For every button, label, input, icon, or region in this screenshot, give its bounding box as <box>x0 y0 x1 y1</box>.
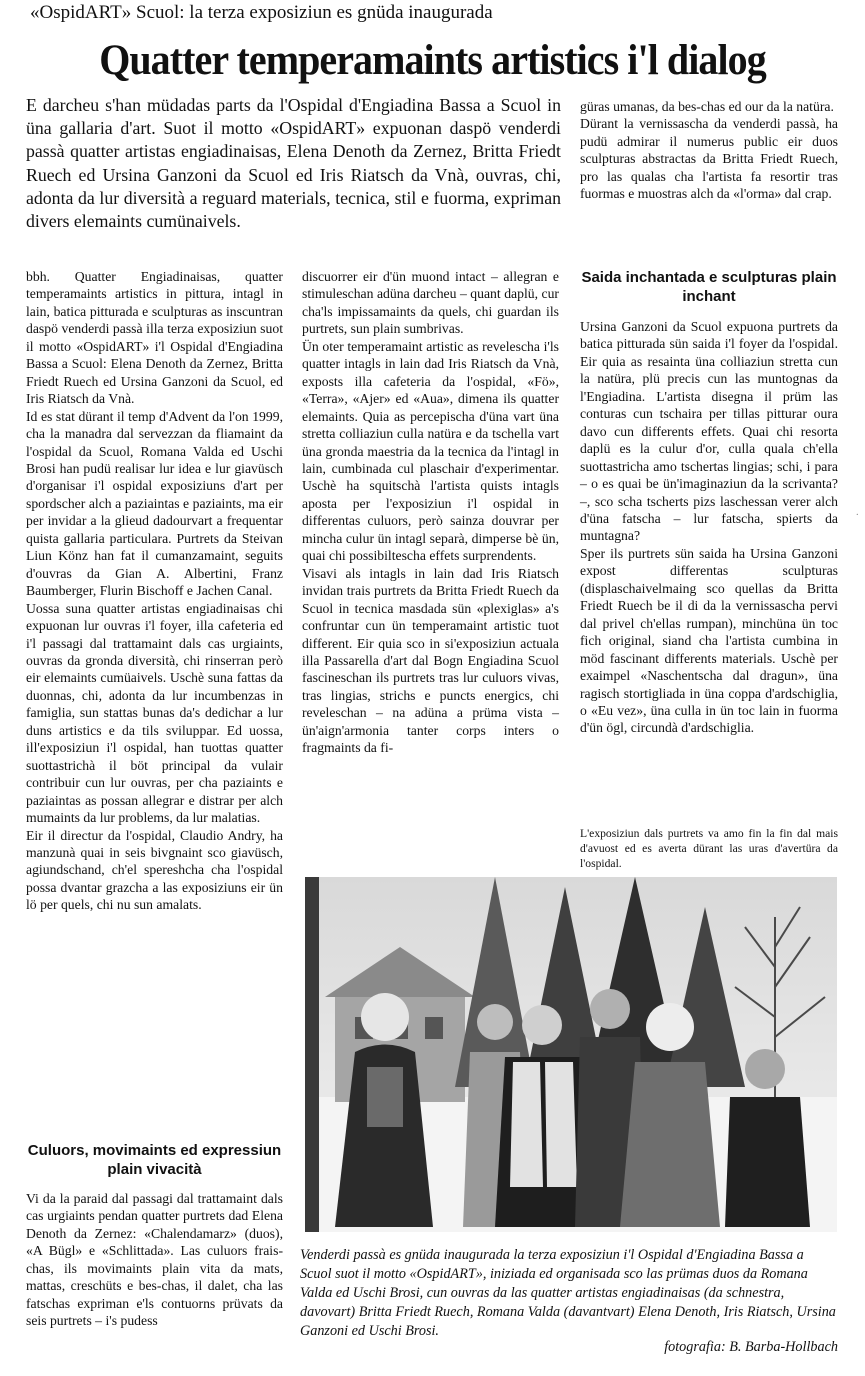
article-lead: E darcheu s'han müdadas parts da l'Ospidal d'Engiadina Bassa a Scuol in üna gallaria d'art. Suot il motto «OspidART» expuonan daspö venderdi passà quatter artistas engiadinaisas, Elena Denoth da Zernez, Britta Friedt Ruech ed Ursina Ganzoni da Scuol ed Iris Riatsch da Vnà, ouvras, chi, adonta da lur diversità a reguard materials, tecnica, stil e fuorma, expriman divers elemaints cumünaivels. <box>26 95 561 232</box>
subhead-left: Culuors, movimaints ed expressiun plain vivacità <box>27 1142 282 1178</box>
margin-mark: · <box>855 510 859 521</box>
column-2 <box>302 268 559 757</box>
group-photo <box>305 877 837 1232</box>
photo-credit: fotografia: B. Barba-Hollbach <box>664 1339 838 1355</box>
column-3-top-paragraph: Dürant la vernissascha da venderdi passà, ha pudü admirar il numerus public eir duos sculpturas abstractas da Britta Friedt Ruech, pro las qualas cha l'artista fa resortir tras fuormas e muostras alch da «l'orma» dal crap. <box>580 116 838 202</box>
column-3 <box>580 318 838 737</box>
column-3-top <box>580 98 838 203</box>
article-headline: Quatter temperamaints artistics i'l dialog <box>99 37 766 84</box>
exhibition-note: L'exposiziun dals purtrets va amo fin la fin dal mais d'avuost ed es averta dürant las uras d'avertüra da l'ospidal. <box>580 827 838 870</box>
column-1-paragraph: Eir il directur da l'ospidal, Claudio Andry, ha manzunà quai in seis bivgnaint sco giavüsch, agiundschand, ch'el spereshcha cha l'ospidal possa dvantar grazcha a las exposiziuns eir ün lö per quels, chi nu sun amalats. <box>26 827 283 913</box>
photo-caption: Venderdi passà es gnüda inaugurada la terza exposiziun i'l Ospidal d'Engiadina Bassa a Scuol suot il motto «OspidART», iniziada ed organisada sco las prümas duos da Romana Valda ed Uschi Brosi, cun ouvras da las quatter artistas engiadinaisas (da schnestra, davovart) Britta Friedt Ruech, Romana Valda (davantvart) Elena Denoth, Iris Riatsch, Ursina Ganzoni ed Uschi Brosi. <box>300 1247 836 1339</box>
column-3-paragraph: Sper ils purtrets sün saida ha Ursina Ganzoni expost differentas sculpturas (displaschaivelmaing sco quellas da Britta Friedt Ruech be il di da la vernissascha pervi dal privel ch'ellas rumpan), minchüna ün toc fich original, siand cha l'artista cumbina in möd fascinant differents materials. Uschè per exaimpel «Naschentscha dal dragun», üna ragisch stortigliada in üna coppa d'ardschiglia, o «Eu vez», üna culla in ün toc lain in fuorma d'ün ögl, circundà d'ardschiglia. <box>580 545 838 736</box>
column-2-paragraph: Ün oter temperamaint artistic as revelescha i'ls quatter intagls in lain dad Iris Riatsch da Vnà, exposts illa cafeteria da l'ospidal, «Fö», «Terra», «Ajer» ed «Aua», dimena ils quatter elemaints. Quia as percepischa d'üna vart üna stretta colliaziun culla natüra e da tschella vart üna gronda maestria da la tecnica da l'intagl in lain, cumbinada cul plaschair d'experimentar. Uschè ha squitschà l'artista quists intagls aposta per l'exposiziun i'l ospidal in differentas culuors, però sainza douvrar per mincha culur ün intagl separà, dimperse bè ün, quai chi possibiltescha effets surprendents. <box>302 338 559 564</box>
column-3-top-paragraph: güras umanas, da bes-chas ed our da la natüra. <box>580 99 834 114</box>
column-1-bottom <box>26 1190 283 1330</box>
column-1 <box>26 268 283 914</box>
subhead-right: Saida inchantada e sculpturas plain inchant <box>581 269 837 305</box>
column-1-paragraph: bbh. Quatter Engiadinaisas, quatter temperamaints artistics in pittura, intagl in lain, batica pitturada e sculpturas as inscuntran daspö venderdi passà illa terza exposiziun suot il motto «OspidART» i'l Ospidal d'Engiadina Bassa a Scuol: Elena Denoth da Zernez, Britta Friedt Ruech ed Ursina Ganzoni da Scuol, ed Iris Riatsch da Vnà. <box>26 269 283 407</box>
article-kicker: «OspidART» Scuol: la terza exposiziun es gnüda inaugurada <box>30 2 493 23</box>
column-2-paragraph: Visavi als intagls in lain dad Iris Riatsch invidan trais purtrets da Britta Friedt Ruech da Scuol in tecnica masdada sün «plexiglas» a's confruntar cun ün temperamaint artistic tuot different. Eir quia sco in si'exposiziun actuala illa Passarella d'art dal Bogn Engiadina Scuol fascineschan ils purtrets tras lur culuors vivas, tras lingias, strichs e puncts energics, chi reveleschan – na adüna a prüma vista – ün'aign'armonia tanter corps inters o fragmaints da fi- <box>302 565 559 756</box>
column-1-paragraph: Id es stat dürant il temp d'Advent da l'on 1999, cha la manadra dal servezzan da fliamaint da l'ospidal da Scuol, Romana Valda ed Uschi Brosi han pudü realisar lur idea e lur giavüsch d'organisar i'l ospidal exposiziuns d'art per spordscher alch a paziaintas e paziaints, ma eir per invidar a la glieud dadourvart a frequentar quista gallaria particulara. Purtrets da Steivan Liun Könz han fat il cumanzamaint, seguits d'ouvras da Gian A. Albertini, Franz Baumberger, Flurin Bischoff e Jachen Canal. <box>26 408 283 599</box>
group-photo-image <box>305 877 837 1232</box>
column-2-paragraph: discuorrer eir d'ün muond intact – allegran e stimuleschan adüna darcheu – quant daplü, cur cha'ls impissamaints da quels, chi guardan ils purtrets, sun plain sumbrivas. <box>302 269 559 337</box>
column-3-paragraph: Ursina Ganzoni da Scuol expuona purtrets da batica pitturada sün saida i'l foyer da l'ospidal. Eir quia as resainta üna colliaziun stretta cun la natüra, plü precis cun las muntognas da l'Engiadina. L'artista disegna il prüm las conturas cun tschaira per tillas pitturar oura davo cun differents effets. Quai chi resorta daplü es la culur d'or, culla quala ch'ella suottastricha amo tschertas lingias; schi, i para – o es quai be ün'imaginaziun da la scrivanta? –, sco scha tscherts pizs laschessan verer alch d'üna fatscha – lur fatscha, spierts da muntagna? <box>580 319 838 544</box>
column-1-paragraph: Uossa suna quatter artistas engiadinaisas chi expuonan lur ouvras i'l foyer, illa cafeteria ed i'l passagi dal trattamaint dals cas urgiaints, ouvras da gronda diversità, chi rinserran però eir elemaints cumüaivels. Uschè suna fattas da duonnas, chi, adonta da lur incumbenzas in famiglia, sun stattas bunas da's dedichar a lur duns artistics e da tils sviluppar. Ed uossa, ill'exposiziun i'l ospidal, han tuottas quatter suottastrichà il böt principal da vulair contribuir cun lur ouvras, per cha paziaints e paziaintas as possan allegrar e distrar per alch mumaints da lur problems, da lur malatias. <box>26 600 283 826</box>
column-1-bottom-paragraph: Vi da la paraid dal passagi dal trattamaint dals cas urgiaints pendan quatter purtrets dad Elena Denoth da Zernez: «Chalendamarz» (duos), «A Bügl» e «Schlittada». Las culuors frais-chas, ils movimaints plain vita da mats, mattas, creschüts e bes-chas, il dalet, cha las fatschas expriman e'ls contuorns prüvats da seis purtrets – i's pudess <box>26 1191 283 1329</box>
